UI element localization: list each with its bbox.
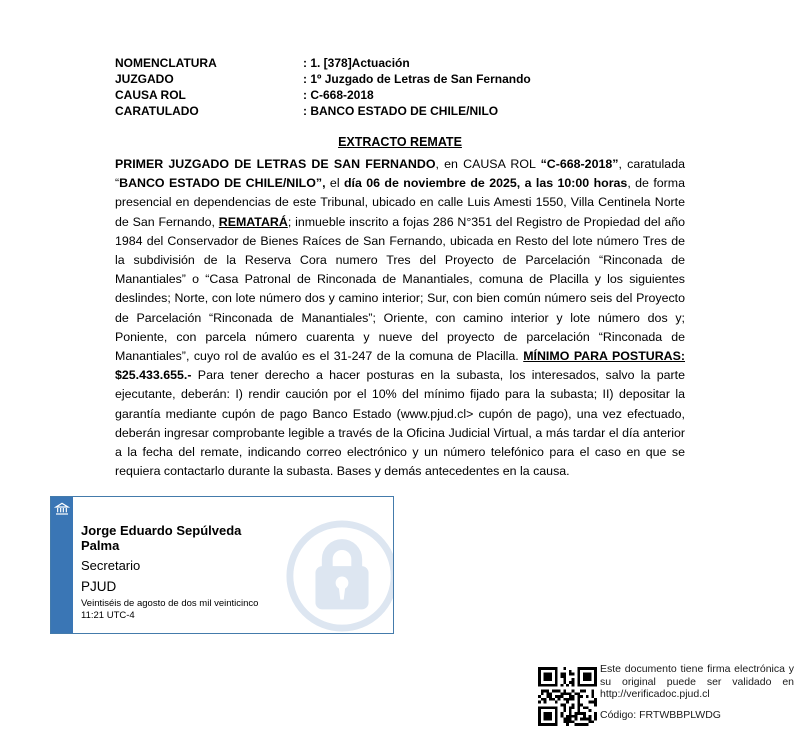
document-body: PRIMER JUZGADO DE LETRAS DE SAN FERNANDO, en CAUSA ROL “C-668-2018”, caratulada “BANCO ESTADO DE CHILE/NILO”, el día 06 de noviembre de 2025, a las 10:00 horas, de forma presencial en dependencias de este Tribunal, ubicado en calle Luis Amesti 1550, Villa Centinela Norte de San Fernando, REMATARÁ; inmueble inscrito a fojas 286 N°351 del Registro de Propiedad del año 1984 del Conservador de Bienes Raíces de San Fernando, ubicada en Resto del lote número Tres de la subdivisión de la Reserva Cora numero Tres del Proyecto de Parcelación “Rinconada de Manantiales” o “Casa Patronal de Rinconada de Manantiales, comuna de Placilla y los siguientes deslindes; Norte, con lote número dos y camino interior; Sur, con bien común número seis del Proyecto de Parcelación “Rinconada de Manantiales”; Oriente, con camino interior y lote número dos y; Poniente, con parcela número cuarenta y nueve del proyecto de parcelación “Rinconada de Manantiales”, cuyo rol de avalúo es el 31-247 de la comuna de Placilla. MÍNIMO PARA POSTURAS: $25.433.655.- Para tener derecho a hacer posturas en la subasta, los interesados, salvo la parte ejecutante, deberán: I) rendir caución por el 10% del mínimo fijado para la subasta; II) depositar la garantía mediante cupón de pago Banco Estado (www.pjud.cl> cupón de pago), una vez efectuado, deberán ingresar comprobante legible a través de la Oficina Judicial Virtual, a más tardar el día anterior a la fecha del remate, indicando correo electrónico y un número telefónico para el caso en que se requiera contactarlo durante la subasta. Bases y demás antecedentes en la causa. <box>115 157 686 479</box>
meta-row-causa-rol <box>115 87 531 103</box>
signature-time: 11:21 UTC-4 <box>81 609 135 621</box>
courthouse-icon <box>54 501 70 517</box>
signature-date: Veintiséis de agosto de dos mil veinticinco <box>81 598 259 609</box>
meta-value: : 1. [378]Actuación <box>303 56 410 70</box>
signer-role: Secretario <box>81 558 141 573</box>
case-metadata <box>115 55 531 119</box>
signature-accent-bar <box>51 497 73 633</box>
lock-icon <box>283 517 394 634</box>
meta-label: NOMENCLATURA <box>115 56 217 70</box>
signer-name: Jorge Eduardo Sepúlveda Palma <box>81 523 242 553</box>
signer-org: PJUD <box>81 579 117 594</box>
document-title: EXTRACTO REMATE <box>338 135 462 149</box>
meta-label: CARATULADO <box>115 104 199 118</box>
qr-code <box>538 667 597 726</box>
signature-details <box>81 523 281 621</box>
validation-code: Código: FRTWBBPLWDG <box>600 709 721 721</box>
meta-value: : 1º Juzgado de Letras de San Fernando <box>303 72 531 86</box>
meta-value: : C-668-2018 <box>303 88 374 102</box>
meta-label: JUZGADO <box>115 72 174 86</box>
validation-text: Este documento tiene firma electrónica y su original puede ser validado en http://verificadoc.pjud.cl <box>600 663 794 701</box>
meta-value: : BANCO ESTADO DE CHILE/NILO <box>303 104 499 118</box>
meta-label: CAUSA ROL <box>115 88 186 102</box>
meta-row-nomenclatura <box>115 55 531 71</box>
meta-row-caratulado <box>115 103 531 119</box>
signature-box <box>50 496 394 634</box>
meta-row-juzgado <box>115 71 531 87</box>
